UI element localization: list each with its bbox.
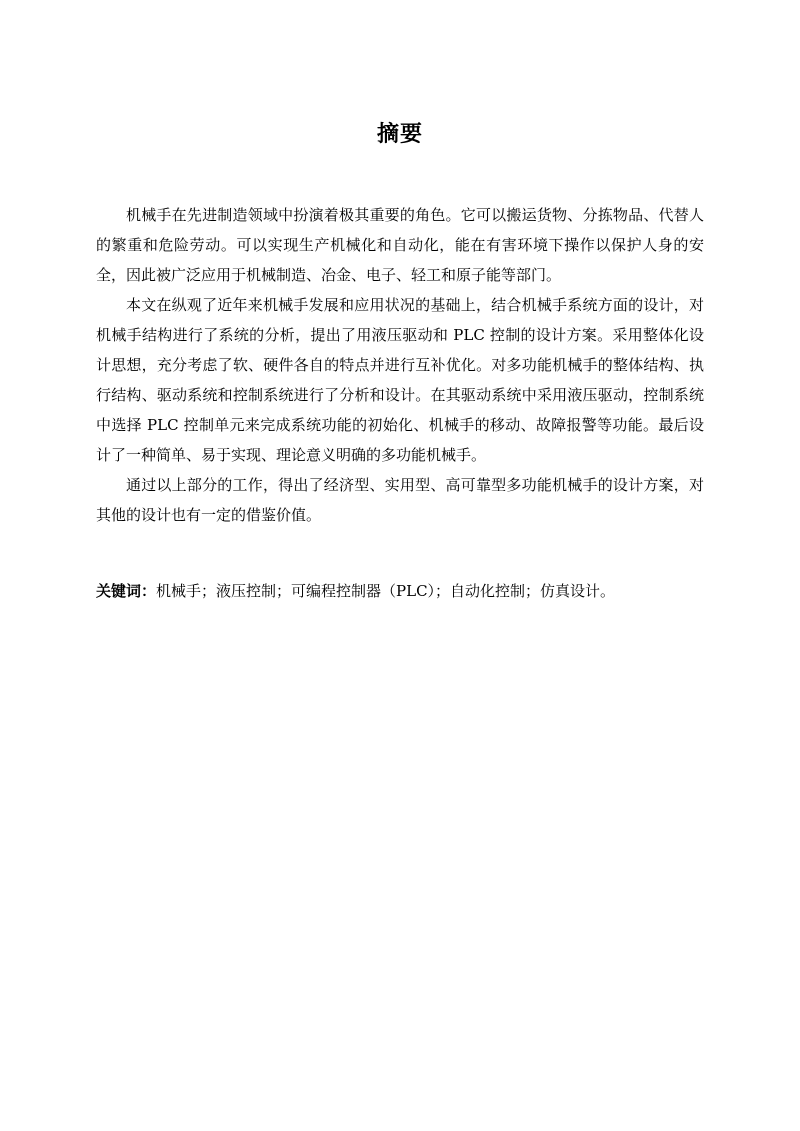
abstract-body bbox=[96, 200, 704, 530]
keywords-label: 关键词： bbox=[96, 582, 157, 600]
abstract-paragraph: 机械手在先进制造领域中扮演着极其重要的角色。它可以搬运货物、分拣物品、代替人的繁重和危险劳动。可以实现生产机械化和自动化，能在有害环境下操作以保护人身的安全，因此被广泛应用于机械制造、冶金、电子、轻工和原子能等部门。 bbox=[96, 206, 704, 284]
keywords-text: 机械手；液压控制；可编程控制器（PLC）；自动化控制；仿真设计。 bbox=[156, 582, 616, 600]
abstract-paragraph: 本文在纵观了近年来机械手发展和应用状况的基础上，结合机械手系统方面的设计，对机械手结构进行了系统的分析，提出了用液压驱动和 PLC 控制的设计方案。采用整体化设计思想，充分考虑了软、硬件各自的特点并进行互补优化。对多功能机械手的整体结构、执行结构、驱动系统和控制系统进行了分析和设计。在其驱动系统中采用液压驱动，控制系统中选择 PLC 控制单元来完成系统功能的初始化、机械手的移动、故障报警等功能。最后设计了一种简单、易于实现、理论意义明确的多功能机械手。 bbox=[96, 296, 704, 464]
abstract-paragraph: 通过以上部分的工作，得出了经济型、实用型、高可靠型多功能机械手的设计方案，对其他的设计也有一定的借鉴价值。 bbox=[96, 476, 704, 524]
keywords-line bbox=[96, 576, 704, 606]
abstract-title: 摘要 bbox=[376, 121, 423, 147]
